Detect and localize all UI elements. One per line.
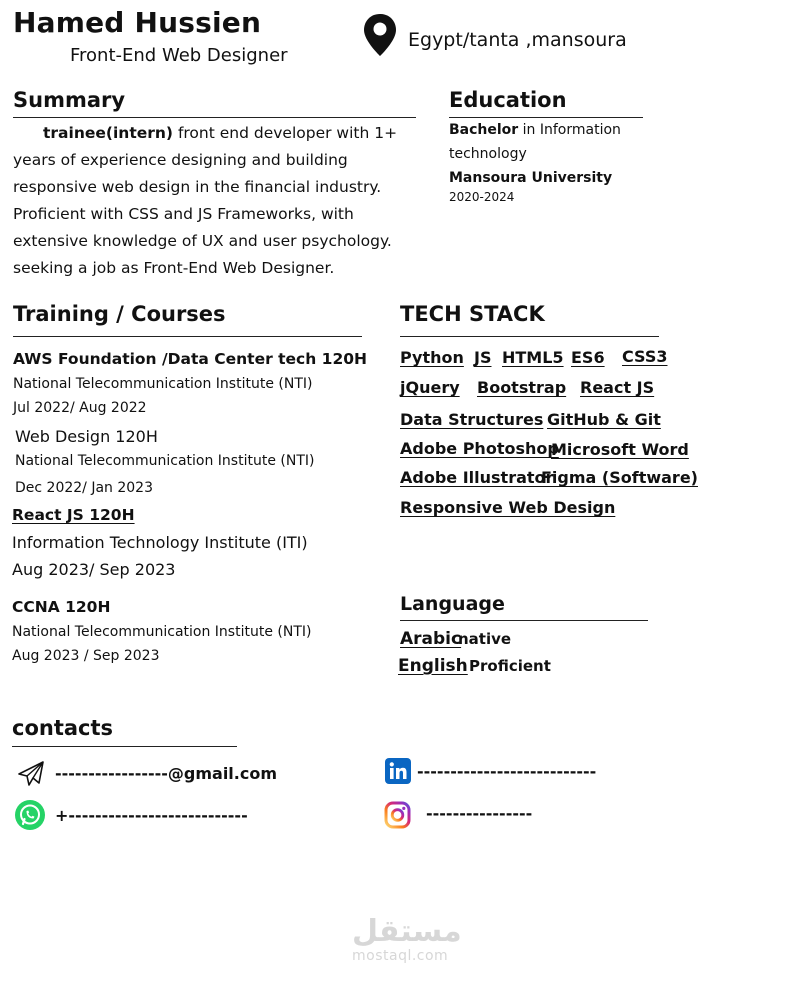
tech-item: Adobe Illustrator: [400, 468, 554, 487]
language-level: Proficient: [469, 657, 551, 675]
course-dates: Dec 2022/ Jan 2023: [15, 480, 153, 496]
education-years: 2020-2024: [449, 190, 515, 204]
instagram-icon: [384, 800, 411, 830]
tech-item: jQuery: [400, 378, 460, 397]
tech-item: Figma (Software): [541, 468, 698, 487]
university: Mansoura University: [449, 170, 613, 186]
language-name: Arabic: [400, 629, 462, 649]
linkedin-icon: [385, 758, 411, 784]
watermark-url: mostaql.com: [352, 948, 449, 964]
summary-body: front end developer with 1+ years of experience designing and building responsive web design in the financial industry. Proficient with CSS and JS Frameworks, with extensive knowledge of UX and user psychology. seeking a job as Front-End Web Designer.: [13, 124, 398, 277]
contacts-divider: [12, 746, 237, 747]
summary-lead: trainee(intern): [43, 124, 174, 142]
tech-item: Bootstrap: [477, 378, 567, 397]
map-pin-icon: [362, 12, 398, 58]
tech-item: Adobe Photoshop: [400, 439, 559, 458]
course-institute: National Telecommunication Institute (NTI): [12, 624, 312, 640]
summary-text: [13, 120, 413, 282]
language-level: native: [458, 630, 512, 648]
training-heading: Training / Courses: [13, 302, 226, 326]
candidate-name: Hamed Hussien: [13, 6, 262, 39]
language-heading: Language: [400, 593, 505, 615]
training-divider: [13, 336, 362, 337]
summary-divider: [13, 117, 416, 118]
course-title: React JS 120H: [12, 506, 135, 524]
tech-item: HTML5: [502, 348, 564, 367]
location: Egypt/tanta ,mansoura: [408, 29, 627, 51]
instagram-handle[interactable]: ----------------: [426, 804, 533, 823]
tech-item: CSS3: [622, 347, 668, 366]
education-degree: [449, 118, 649, 166]
tech-item: ES6: [571, 348, 605, 367]
tech-item: Responsive Web Design: [400, 498, 616, 517]
degree-field: in Information technology: [449, 122, 621, 162]
tech-item: Python: [400, 348, 464, 367]
course-dates: Jul 2022/ Aug 2022: [13, 400, 147, 416]
language-name: English: [398, 656, 468, 676]
course-institute: Information Technology Institute (ITI): [12, 533, 308, 552]
course-dates: Aug 2023/ Sep 2023: [12, 560, 176, 579]
course-title: CCNA 120H: [12, 598, 111, 616]
contacts-heading: contacts: [12, 716, 114, 740]
tech-stack-heading: TECH STACK: [400, 302, 545, 326]
education-heading: Education: [449, 88, 567, 112]
tech-item: Microsoft Word: [551, 440, 689, 459]
course-title: AWS Foundation /Data Center tech 120H: [13, 350, 367, 368]
course-dates: Aug 2023 / Sep 2023: [12, 648, 160, 664]
tech-stack-divider: [400, 336, 659, 337]
tech-item: Data Structures: [400, 410, 544, 429]
language-divider: [400, 620, 648, 621]
paper-plane-icon: [16, 759, 46, 789]
tech-item: React JS: [580, 378, 655, 397]
job-title: Front-End Web Designer: [70, 45, 288, 66]
degree-type: Bachelor: [449, 122, 519, 138]
watermark-logo: مستقل: [352, 914, 462, 949]
tech-item: GitHub & Git: [547, 410, 661, 429]
course-title: Web Design 120H: [15, 427, 158, 446]
summary-heading: Summary: [13, 88, 126, 112]
phone-number[interactable]: +---------------------------: [55, 806, 248, 825]
linkedin-handle[interactable]: ---------------------------: [417, 762, 597, 781]
course-institute: National Telecommunication Institute (NTI): [13, 376, 313, 392]
whatsapp-icon: [14, 799, 46, 831]
course-institute: National Telecommunication Institute (NTI): [15, 453, 315, 469]
email-address[interactable]: -----------------@gmail.com: [55, 764, 278, 783]
tech-item: JS: [474, 348, 492, 367]
